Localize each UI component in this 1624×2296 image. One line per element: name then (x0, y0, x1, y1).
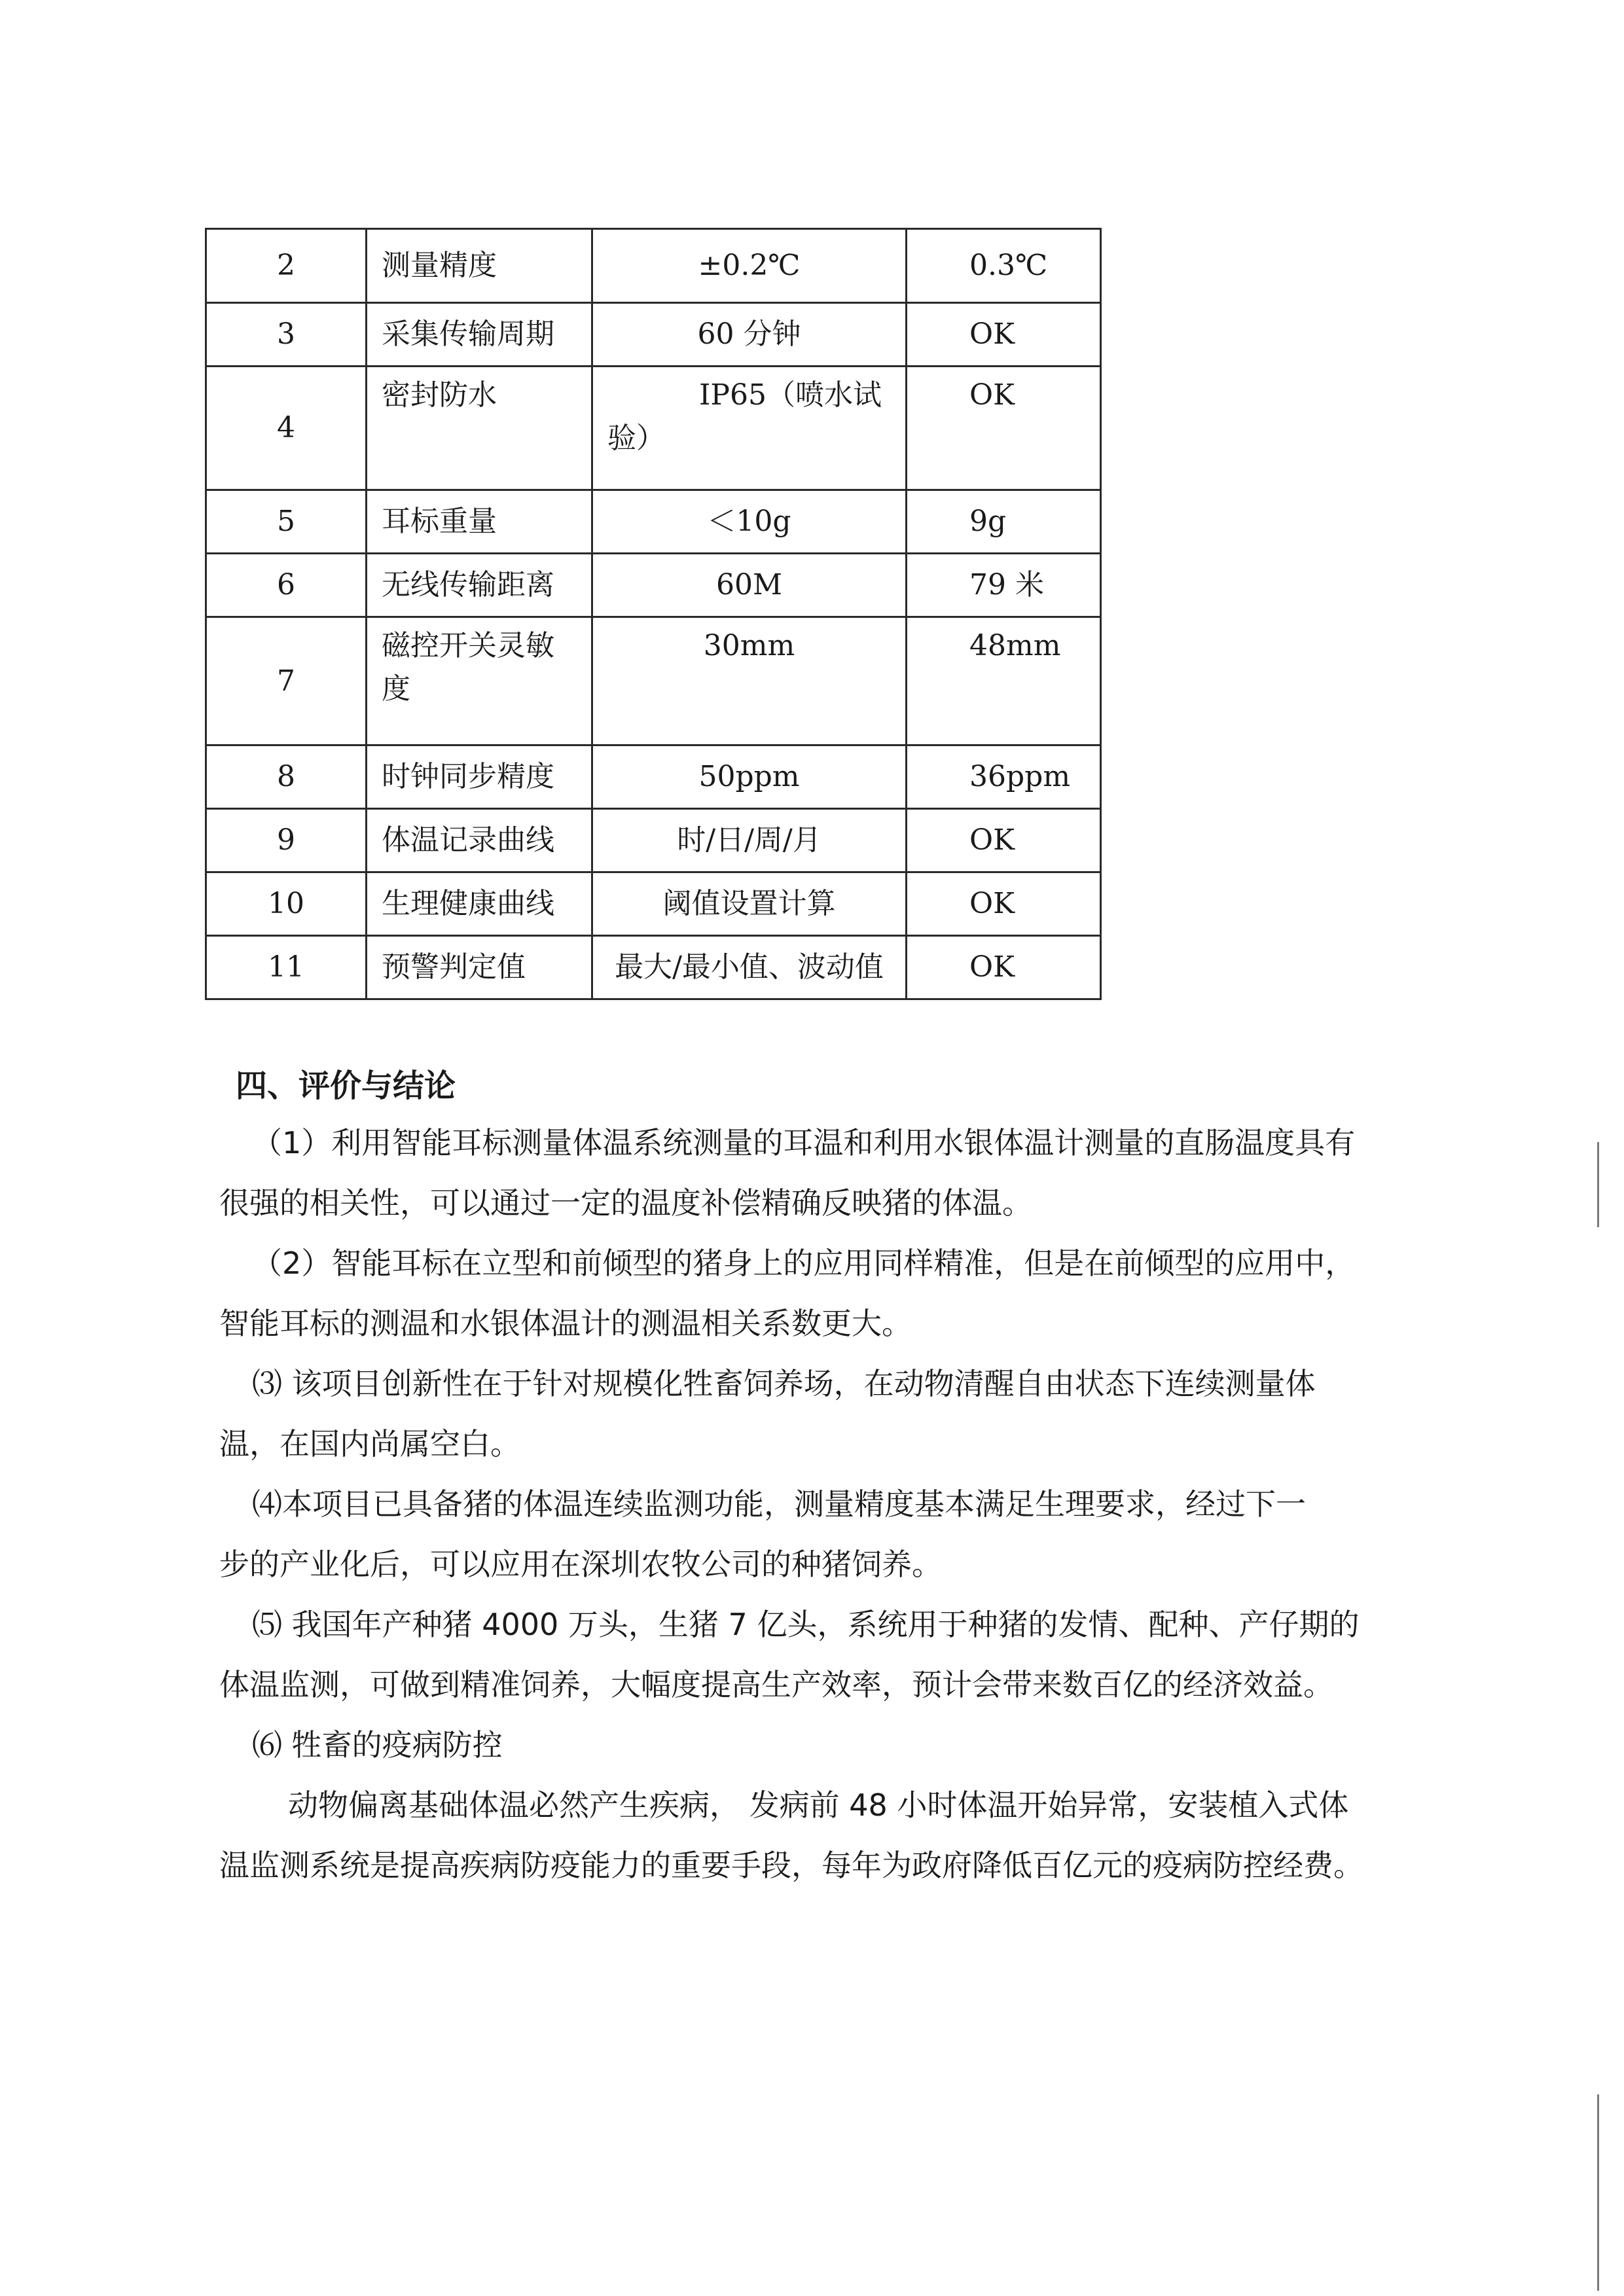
paragraph-first-line: ⑹ 牲畜的疫病防控 (252, 1727, 503, 1763)
row-number: 3 (206, 303, 367, 367)
paragraph-continuation: 温监测系统是提高疾病防疫能力的重要手段，每年为政府降低百亿元的疫病防控经费。 (219, 1848, 1363, 1883)
item-name: 生理健康曲线 (367, 872, 592, 936)
scan-artifact-line (1597, 2094, 1599, 2291)
table-row (206, 303, 1101, 367)
spec-table (205, 228, 1102, 1000)
item-requirement: 50ppm (592, 745, 907, 809)
row-number: 2 (206, 229, 367, 303)
item-requirement: IP65（喷水试验） (592, 367, 907, 490)
table-row (206, 490, 1101, 554)
row-number: 9 (206, 809, 367, 872)
item-name: 时钟同步精度 (367, 745, 592, 809)
item-requirement: 时/日/周/月 (592, 809, 907, 872)
item-result: 9g (907, 490, 1101, 554)
item-name: 磁控开关灵敏度 (367, 617, 592, 745)
item-name: 采集传输周期 (367, 303, 592, 367)
paragraph-first-line: 动物偏离基础体温必然产生疾病， 发病前 48 小时体温开始异常，安装植入式体 (288, 1787, 1349, 1823)
paragraph-first-line: ⑶ 该项目创新性在于针对规模化牲畜饲养场，在动物清醒自由状态下连续测量体 (252, 1366, 1316, 1401)
item-result: OK (907, 936, 1101, 999)
row-number: 4 (206, 367, 367, 490)
item-result: 36ppm (907, 745, 1101, 809)
row-number: 5 (206, 490, 367, 554)
paragraph-continuation: 智能耳标的测温和水银体温计的测温相关系数更大。 (219, 1306, 912, 1341)
item-name: 无线传输距离 (367, 554, 592, 617)
item-requirement: 最大/最小值、波动值 (592, 936, 907, 999)
table-row (206, 554, 1101, 617)
item-name: 体温记录曲线 (367, 809, 592, 872)
item-result: OK (907, 809, 1101, 872)
table-row (206, 809, 1101, 872)
paragraph-continuation: 体温监测，可做到精准饲养，大幅度提高生产效率，预计会带来数百亿的经济效益。 (219, 1667, 1333, 1702)
item-result: 48mm (907, 617, 1101, 745)
conclusion-paragraph (219, 1113, 1404, 1233)
scan-artifact-line (1597, 1142, 1599, 1227)
conclusion-paragraph (219, 1594, 1404, 1715)
conclusion-paragraph (219, 1233, 1404, 1354)
paragraph-first-line: ⑷本项目已具备猪的体温连续监测功能，测量精度基本满足生理要求，经过下一 (252, 1486, 1306, 1522)
item-requirement: 60 分钟 (592, 303, 907, 367)
row-number: 8 (206, 745, 367, 809)
item-name: 预警判定值 (367, 936, 592, 999)
paragraph-first-line: ⑸ 我国年产种猪 4000 万头，生猪 7 亿头，系统用于种猪的发情、配种、产仔期的 (252, 1607, 1360, 1642)
paragraph-continuation: 温，在国内尚属空白。 (219, 1426, 520, 1462)
table-row (206, 617, 1101, 745)
paragraph-first-line: （2）智能耳标在立型和前倾型的猪身上的应用同样精准，但是在前倾型的应用中， (252, 1246, 1356, 1281)
paragraph-first-line: （1）利用智能耳标测量体温系统测量的耳温和利用水银体温计测量的直肠温度具有 (252, 1125, 1356, 1160)
row-number: 7 (206, 617, 367, 745)
row-number: 6 (206, 554, 367, 617)
item-requirement: 30mm (592, 617, 907, 745)
item-requirement: 阈值设置计算 (592, 872, 907, 936)
item-name: 测量精度 (367, 229, 592, 303)
table-row (206, 367, 1101, 490)
conclusion-paragraph (219, 1715, 1404, 1775)
item-result: 0.3℃ (907, 229, 1101, 303)
paragraph-continuation: 很强的相关性，可以通过一定的温度补偿精确反映猪的体温。 (219, 1185, 1032, 1221)
table-row (206, 745, 1101, 809)
item-requirement: ＜10g (592, 490, 907, 554)
row-number: 11 (206, 936, 367, 999)
conclusion-paragraph (219, 1354, 1404, 1474)
table-row (206, 872, 1101, 936)
item-requirement: 60M (592, 554, 907, 617)
row-number: 10 (206, 872, 367, 936)
conclusion-paragraph (219, 1474, 1404, 1594)
item-name: 耳标重量 (367, 490, 592, 554)
table-row (206, 229, 1101, 303)
item-result: 79 米 (907, 554, 1101, 617)
item-name: 密封防水 (367, 367, 592, 490)
item-result: OK (907, 303, 1101, 367)
table-row (206, 936, 1101, 999)
item-result: OK (907, 872, 1101, 936)
conclusion-paragraph (219, 1775, 1404, 1895)
item-result: OK (907, 367, 1101, 490)
paragraph-continuation: 步的产业化后，可以应用在深圳农牧公司的种猪饲养。 (219, 1547, 942, 1582)
section-title: 四、评价与结论 (236, 1067, 456, 1104)
item-requirement: ±0.2℃ (592, 229, 907, 303)
